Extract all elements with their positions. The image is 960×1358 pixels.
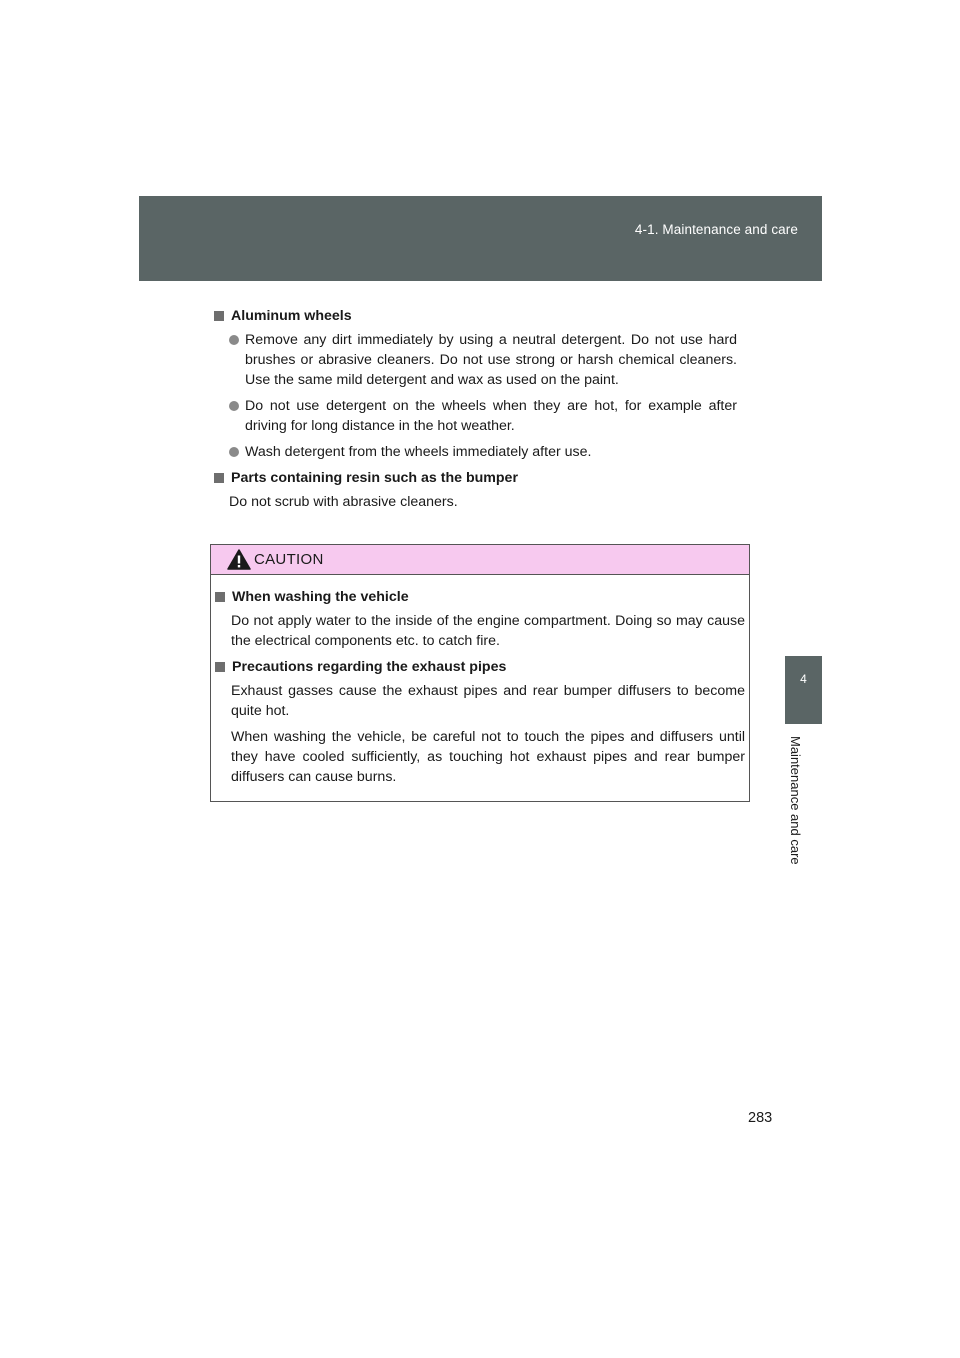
square-bullet-icon bbox=[214, 311, 224, 321]
list-item bbox=[212, 396, 737, 436]
caution-box bbox=[210, 544, 750, 802]
heading-resin-parts bbox=[212, 468, 737, 488]
paragraph: Exhaust gasses cause the exhaust pipes and rear bumper diffusers to become quite hot. bbox=[231, 683, 745, 719]
heading-text: When washing the vehicle bbox=[232, 589, 409, 605]
caution-title: CAUTION bbox=[254, 551, 324, 568]
heading-text: Parts containing resin such as the bumper bbox=[231, 470, 518, 486]
circle-bullet-icon bbox=[229, 401, 239, 411]
chapter-tab bbox=[785, 656, 822, 724]
caution-heading-exhaust bbox=[213, 657, 745, 677]
page-number: 283 bbox=[748, 1110, 773, 1126]
list-item bbox=[212, 442, 737, 462]
header-band bbox=[139, 196, 822, 281]
square-bullet-icon bbox=[215, 662, 225, 672]
square-bullet-icon bbox=[215, 592, 225, 602]
caution-header bbox=[211, 545, 749, 575]
circle-bullet-icon bbox=[229, 335, 239, 345]
paragraph: Do not apply water to the inside of the engine compartment. Doing so may cause the electrical components etc. to catch fire. bbox=[231, 613, 745, 649]
paragraph: When washing the vehicle, be careful not to touch the pipes and diffusers until they have cooled sufficiently, as touching hot exhaust pipes and rear bumper diffusers can cause burns. bbox=[231, 729, 745, 785]
list-item-text: Wash detergent from the wheels immediately after use. bbox=[245, 444, 592, 460]
chapter-number: 4 bbox=[800, 672, 807, 686]
heading-text: Precautions regarding the exhaust pipes bbox=[232, 659, 507, 675]
warning-triangle-icon bbox=[227, 549, 251, 570]
heading-aluminum-wheels bbox=[212, 306, 737, 326]
section-title: 4-1. Maintenance and care bbox=[634, 222, 798, 237]
caution-body bbox=[213, 587, 745, 793]
list-item-text: Remove any dirt immediately by using a neutral detergent. Do not use hard brushes or abrasive cleaners. Do not use strong or harsh chemical cleaners. Use the same mild detergent and wax as used on the paint. bbox=[245, 332, 737, 388]
caution-heading-washing bbox=[213, 587, 745, 607]
list-item-text: Do not use detergent on the wheels when they are hot, for example after driving for long distance in the hot weather. bbox=[245, 398, 737, 434]
circle-bullet-icon bbox=[229, 447, 239, 457]
main-content bbox=[212, 306, 737, 518]
square-bullet-icon bbox=[214, 473, 224, 483]
heading-text: Aluminum wheels bbox=[231, 308, 352, 324]
paragraph: Do not scrub with abrasive cleaners. bbox=[229, 494, 458, 510]
list-item bbox=[212, 330, 737, 390]
chapter-label: Maintenance and care bbox=[788, 736, 803, 865]
